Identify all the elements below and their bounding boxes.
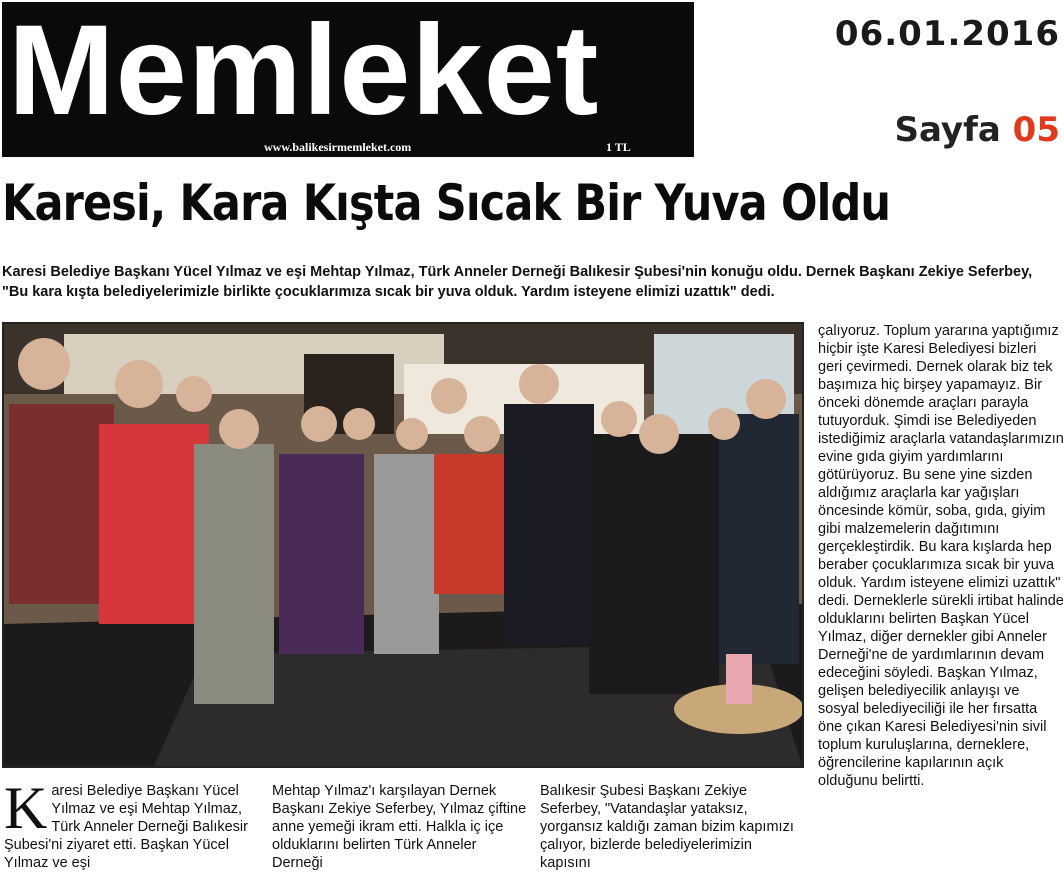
- article-photo: [2, 322, 804, 768]
- newspaper-url[interactable]: www.balikesirmemleket.com: [264, 140, 412, 154]
- article-column-1: [4, 775, 258, 872]
- page-number: [895, 110, 1060, 150]
- newspaper-price: 1 TL: [606, 140, 631, 154]
- article-column-1-text: aresi Belediye Başkanı Yücel Yılmaz ve eşi Mehtap Yılmaz, Türk Anneler Derneği Balıkesir Şubesi'ni ziyaret etti. Başkan Yücel Yılmaz ve eşi: [4, 783, 248, 871]
- issue-date: 06.01.2016: [834, 14, 1060, 54]
- article-headline: Karesi, Kara Kışta Sıcak Bir Yuva Oldu: [2, 174, 891, 232]
- newspaper-title: Memleket: [8, 0, 600, 142]
- drop-cap: K: [4, 775, 48, 841]
- masthead: [2, 2, 694, 157]
- article-lead: Karesi Belediye Başkanı Yücel Yılmaz ve eşi Mehtap Yılmaz, Türk Anneler Derneği Balıkesir Şubesi'nin konuğu oldu. Dernek Başkanı Zekiye Seferbey, "Bu kara kışta belediyelerimizle birlikte çocuklarımıza sıcak bir yuva olduk. Yardım isteyene elimizi uzattık" dedi.: [2, 264, 1033, 300]
- page-label: Sayfa: [894, 110, 1001, 150]
- article-column-2: Mehtap Yılmaz'ı karşılayan Dernek Başkanı Zekiye Seferbey, Yılmaz çiftine anne yemeği ikram etti. Halkla iç içe olduklarını belirten Türk Anneler Derneği: [272, 783, 527, 871]
- article-column-3: Balıkesir Şubesi Başkanı Zekiye Seferbey, "Vatandaşlar yataksız, yorgansız kaldığı zaman bizim kapımızı çalıyor, bizlerde belediyelerimizin kapısını: [540, 783, 794, 871]
- group-photo-illustration: [4, 324, 802, 766]
- article-column-right: çalıyoruz. Toplum yararına yaptığımız hiçbir işte Karesi Belediyesi bizleri geri çevirmedi. Dernek olarak biz tek başımıza hiç birşey yapamayız. Bir önceki dönemde araçları parayla tutuyorduk. Şimdi ise Belediyeden istediğimiz araçlarla vatandaşlarımızın evine gıda giyim yardımlarını götürüyoruz. Bu sene yine sizden aldığımız araçlarla kar yağışları öncesinde kömür, soba, gıda, giyim gibi malzemelerin dağıtımını gerçekleştirdik. Bu kara kışlarda hep beraber çocuklarımıza sıcak bir yuva olduk. Yardım isteyene elimizi uzattık" dedi. Derneklerle sürekli irtibat halinde olduklarını belirten Başkan Yücel Yılmaz, diğer dernekler gibi Anneler Derneği'ne de yardımlarının devam edeceğini söyledi. Başkan Yılmaz, gelişen belediyecilik anlayışı ve sosyal belediyeciliği ile her fırsatta öne çıkan Karesi Belediyesi'nin sivil toplum kuruluşlarına, derneklere, öğrencilerine kapılarının açık olduğunu belirtti.: [818, 323, 1064, 789]
- page-number-value: 05: [1012, 110, 1060, 150]
